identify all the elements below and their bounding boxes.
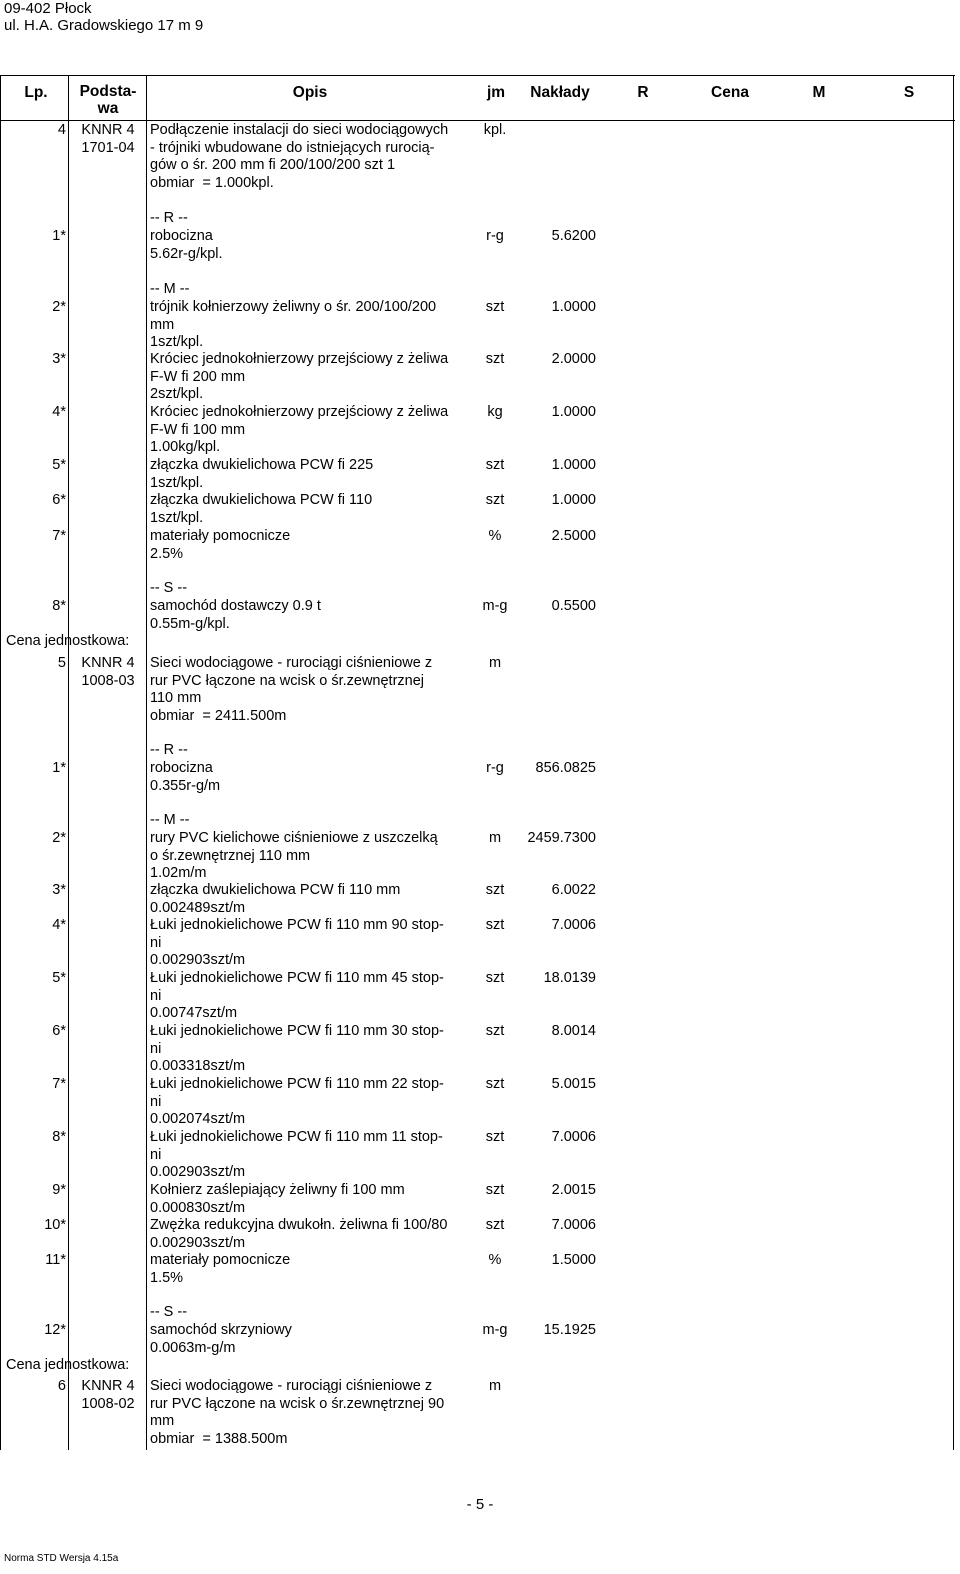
row-number: 9*: [52, 1182, 66, 1198]
row-description: materiały pomocnicze 1.5%: [150, 1252, 291, 1286]
row-unit: r-g: [486, 228, 504, 244]
row-quantity: 1.0000: [551, 457, 596, 473]
row-unit: %: [488, 528, 502, 544]
row-number: 2*: [52, 299, 66, 315]
row-description: -- M --: [150, 812, 190, 828]
row-number: 11*: [45, 1252, 66, 1268]
row-quantity: 2.0015: [551, 1182, 596, 1198]
column-header-podstawa: [72, 83, 144, 117]
row-description: Podłączenie instalacji do sieci wodociągowych - trójniki wbudowane do istniejących rurocią- gów o śr. 200 mm fi 200/100/200 szt 1 obmiar = 1.000kpl.: [150, 122, 449, 191]
row-number: 12*: [44, 1322, 66, 1338]
row-description: robocizna 0.355r-g/m: [150, 760, 221, 794]
row-description: samochód skrzyniowy 0.0063m-g/m: [150, 1322, 292, 1356]
row-quantity: 2.0000: [551, 351, 596, 367]
column-divider: [146, 75, 147, 1450]
row-description: Kołnierz zaślepiający żeliwny fi 100 mm 0.000830szt/m: [150, 1182, 405, 1216]
row-description: Króciec jednokołnierzowy przejściowy z żeliwa F-W fi 200 mm 2szt/kpl.: [150, 351, 449, 402]
row-description: -- R --: [150, 210, 188, 226]
row-description: trójnik kołnierzowy żeliwny o śr. 200/100/200 mm 1szt/kpl.: [150, 299, 437, 350]
column-header-podstawa-line2: wa: [97, 100, 119, 117]
row-unit: szt: [485, 917, 505, 933]
row-description: materiały pomocnicze 2.5%: [150, 528, 291, 562]
row-description: rury PVC kielichowe ciśnieniowe z uszczelką o śr.zewnętrznej 110 mm 1.02m/m: [150, 830, 438, 881]
table-right-border: [953, 75, 954, 1450]
row-number: 2*: [52, 830, 66, 846]
row-quantity: 1.0000: [551, 299, 596, 315]
row-description: Łuki jednokielichowe PCW fi 110 mm 90 stop- ni 0.002903szt/m: [150, 917, 444, 968]
column-header-jm: jm: [486, 84, 506, 101]
row-basis: KNNR 4 1008-03: [81, 655, 135, 689]
row-quantity: 2.5000: [551, 528, 596, 544]
software-version: Norma STD Wersja 4.15a: [4, 1553, 119, 1564]
column-divider: [68, 75, 69, 1450]
row-unit: m: [488, 1378, 502, 1394]
row-description: Sieci wodociągowe - rurociągi ciśnieniowe z rur PVC łączone na wcisk o śr.zewnętrznej 110 mm obmiar = 2411.500m: [150, 655, 433, 724]
row-quantity: 1.0000: [551, 404, 596, 420]
column-header-cena: Cena: [711, 84, 749, 101]
row-quantity: 1.0000: [551, 492, 596, 508]
row-unit: szt: [485, 351, 505, 367]
row-unit: m: [488, 830, 502, 846]
row-description: złączka dwukielichowa PCW fi 225 1szt/kpl.: [150, 457, 374, 491]
row-number: 4: [57, 122, 66, 138]
row-number: 3*: [52, 882, 66, 898]
header-bottom-border: [0, 120, 955, 121]
row-number: 10*: [44, 1217, 66, 1233]
row-description: Łuki jednokielichowe PCW fi 110 mm 30 stop- ni 0.003318szt/m: [150, 1023, 444, 1074]
row-basis: KNNR 4 1701-04: [81, 122, 135, 156]
row-quantity: 5.0015: [551, 1076, 596, 1092]
row-basis: KNNR 4 1008-02: [81, 1378, 135, 1412]
column-header-s: S: [903, 84, 915, 101]
column-header-lp: Lp.: [24, 84, 48, 101]
row-number: 5*: [52, 970, 66, 986]
page-number: - 5 -: [466, 1496, 494, 1513]
row-description: złączka dwukielichowa PCW fi 110 1szt/kpl.: [150, 492, 373, 526]
company-street: ul. H.A. Gradowskiego 17 m 9: [4, 17, 204, 34]
row-quantity: 8.0014: [551, 1023, 596, 1039]
row-unit: szt: [485, 1076, 505, 1092]
row-description: -- S --: [150, 580, 188, 596]
row-description: złączka dwukielichowa PCW fi 110 mm 0.002489szt/m: [150, 882, 401, 916]
row-number: 1*: [52, 760, 66, 776]
row-description: Zwężka redukcyjna dwukołn. żeliwna fi 100/80 0.002903szt/m: [150, 1217, 448, 1251]
row-unit: r-g: [486, 760, 504, 776]
row-unit: szt: [485, 299, 505, 315]
row-description: Sieci wodociągowe - rurociągi ciśnieniowe z rur PVC łączone na wcisk o śr.zewnętrznej 90 mm obmiar = 1388.500m: [150, 1378, 445, 1447]
row-number: 7*: [52, 1076, 66, 1092]
row-quantity: 5.6200: [551, 228, 596, 244]
row-number: 1*: [52, 228, 66, 244]
table-top-border: [0, 75, 955, 76]
row-quantity: 7.0006: [551, 1217, 596, 1233]
row-unit: m-g: [482, 1322, 508, 1338]
column-header-opis: Opis: [292, 84, 328, 101]
row-number: 6*: [52, 492, 66, 508]
row-number: 5: [57, 655, 66, 671]
row-unit: szt: [485, 1129, 505, 1145]
company-city: 09-402 Płock: [4, 0, 92, 17]
row-quantity: 6.0022: [551, 882, 596, 898]
row-number: 5*: [52, 457, 66, 473]
row-unit: szt: [485, 970, 505, 986]
row-unit: kg: [487, 404, 503, 420]
row-quantity: 15.1925: [543, 1322, 596, 1338]
row-unit: szt: [485, 1182, 505, 1198]
column-header-naklady: Nakłady: [530, 84, 590, 101]
row-description: Łuki jednokielichowe PCW fi 110 mm 22 stop- ni 0.002074szt/m: [150, 1076, 444, 1127]
row-number: 4*: [52, 917, 66, 933]
row-number: 8*: [52, 598, 66, 614]
row-unit: %: [488, 1252, 502, 1268]
row-quantity: 18.0139: [543, 970, 596, 986]
row-number: 6*: [52, 1023, 66, 1039]
column-header-podstawa-line1: Podsta-: [79, 83, 137, 100]
row-unit: m-g: [482, 598, 508, 614]
row-description: samochód dostawczy 0.9 t 0.55m-g/kpl.: [150, 598, 321, 632]
row-quantity: 1.5000: [551, 1252, 596, 1268]
row-unit: szt: [485, 492, 505, 508]
row-unit: szt: [485, 1023, 505, 1039]
row-quantity: 7.0006: [551, 1129, 596, 1145]
row-description: -- M --: [150, 281, 190, 297]
row-quantity: 856.0825: [535, 760, 596, 776]
column-header-m: M: [812, 84, 826, 101]
row-number: 3*: [52, 351, 66, 367]
row-quantity: 2459.7300: [527, 830, 596, 846]
row-description: Łuki jednokielichowe PCW fi 110 mm 11 stop- ni 0.002903szt/m: [150, 1129, 443, 1180]
row-description: -- S --: [150, 1304, 188, 1320]
row-description: -- R --: [150, 742, 188, 758]
row-number: 4*: [52, 404, 66, 420]
row-description: Łuki jednokielichowe PCW fi 110 mm 45 stop- ni 0.00747szt/m: [150, 970, 444, 1021]
row-unit: szt: [485, 1217, 505, 1233]
row-number: 7*: [52, 528, 66, 544]
row-description: Króciec jednokołnierzowy przejściowy z żeliwa F-W fi 100 mm 1.00kg/kpl.: [150, 404, 449, 455]
column-header-r: R: [637, 84, 649, 101]
row-unit: m: [488, 655, 502, 671]
unit-price-label: Cena jednostkowa:: [6, 633, 130, 649]
row-unit: szt: [485, 882, 505, 898]
row-description: robocizna 5.62r-g/kpl.: [150, 228, 223, 262]
row-number: 8*: [52, 1129, 66, 1145]
unit-price-label: Cena jednostkowa:: [6, 1357, 130, 1373]
row-number: 6: [57, 1378, 66, 1394]
row-unit: szt: [485, 457, 505, 473]
row-quantity: 7.0006: [551, 917, 596, 933]
row-quantity: 0.5500: [551, 598, 596, 614]
row-unit: kpl.: [483, 122, 507, 138]
